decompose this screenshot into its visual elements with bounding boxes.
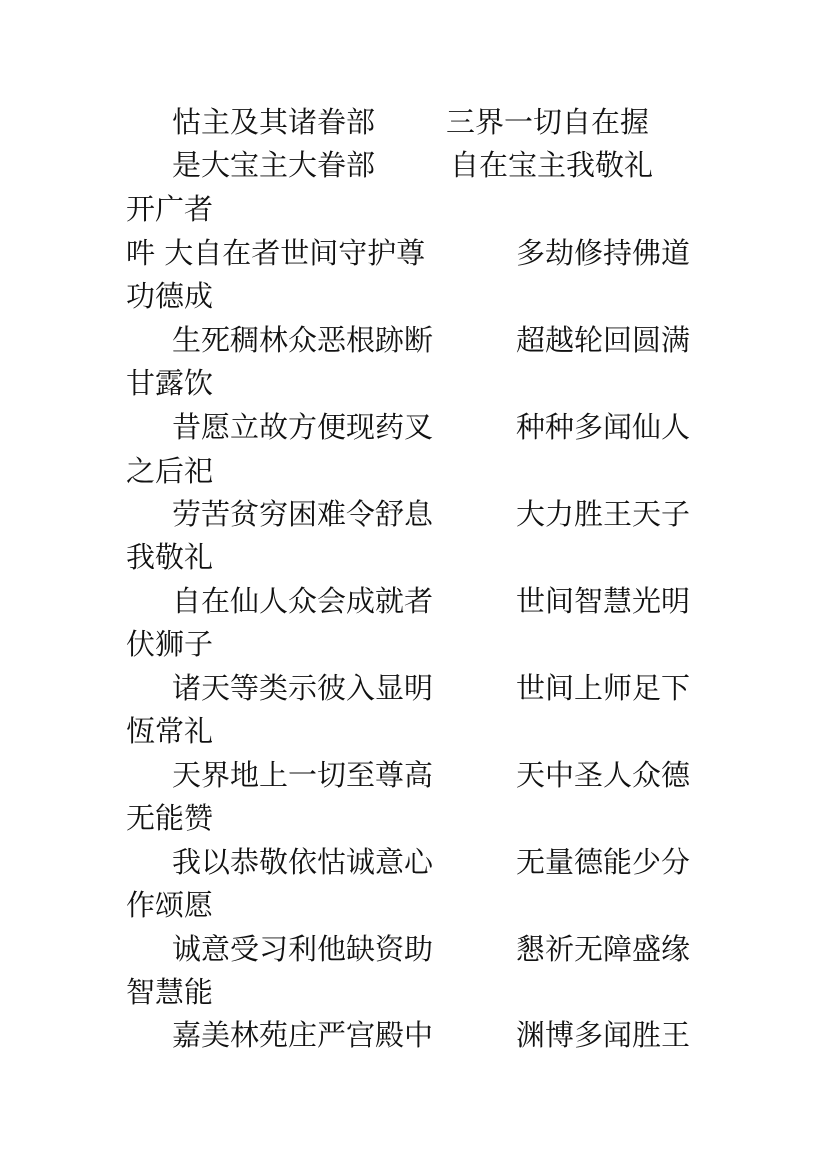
verse-line — [126, 668, 726, 708]
verse-continuation — [126, 972, 726, 1012]
verse-continuation — [126, 711, 726, 751]
verse-continuation — [126, 451, 726, 491]
verse-left: 生死稠林众恶根跡断 — [172, 323, 434, 357]
verse-continuation — [126, 189, 726, 229]
verse-right: 无量德能少分 — [516, 845, 691, 879]
verse-right: 渊博多闻胜王 — [516, 1018, 691, 1052]
verse-left: 自在仙人众会成就者 — [172, 584, 434, 618]
verse-left: 我敬礼 — [126, 540, 214, 574]
verse-line — [126, 581, 726, 621]
verse-left: 诚意受习利他缺资助 — [172, 932, 434, 966]
verse-right: 多劫修持佛道 — [516, 236, 691, 270]
verse-left: 天界地上一切至尊高 — [172, 758, 434, 792]
verse-left: 甘露饮 — [126, 366, 214, 400]
verse-line — [126, 320, 726, 360]
verse-left: 诸天等类示彼入显明 — [172, 671, 434, 705]
verse-left: 劳苦贫穷困难令舒息 — [172, 497, 434, 531]
verse-line — [126, 755, 726, 795]
verse-right: 大力胜王天子 — [516, 497, 691, 531]
verse-left: 伏狮子 — [126, 627, 214, 661]
verse-left: 功德成 — [126, 279, 214, 313]
verse-left: 我以恭敬依怙诚意心 — [172, 845, 434, 879]
verse-left: 智慧能 — [126, 975, 214, 1009]
verse-left: 之后祀 — [126, 454, 214, 488]
verse-line — [126, 494, 726, 534]
verse-continuation — [126, 276, 726, 316]
verse-continuation — [126, 885, 726, 925]
verse-line — [126, 145, 726, 185]
verse-continuation — [126, 624, 726, 664]
verse-continuation — [126, 363, 726, 403]
verse-right: 三界一切自在握 — [446, 105, 650, 139]
verse-right: 超越轮回圆满 — [516, 323, 691, 357]
verse-left: 作颂愿 — [126, 888, 214, 922]
verse-left: 吽 大自在者世间守护尊 — [126, 236, 426, 270]
verse-continuation — [126, 798, 726, 838]
verse-right: 世间智慧光明 — [516, 584, 691, 618]
verse-right: 懇祈无障盛缘 — [516, 932, 691, 966]
verse-left: 昔愿立故方便现药叉 — [172, 410, 434, 444]
verse-left: 恆常礼 — [126, 714, 214, 748]
verse-line — [126, 842, 726, 882]
verse-line — [126, 233, 726, 273]
verse-left: 是大宝主大眷部 — [172, 148, 376, 182]
verse-line — [126, 1015, 726, 1055]
verse-right: 世间上师足下 — [516, 671, 691, 705]
verse-line — [126, 929, 726, 969]
verse-continuation — [126, 537, 726, 577]
verse-right: 自在宝主我敬礼 — [450, 148, 654, 182]
verse-right: 天中圣人众德 — [516, 758, 691, 792]
verse-left: 怙主及其诸眷部 — [172, 105, 376, 139]
verse-right: 种种多闻仙人 — [516, 410, 691, 444]
verse-line — [126, 102, 726, 142]
verse-left: 无能赞 — [126, 801, 214, 835]
verse-left: 开广者 — [126, 192, 214, 226]
verse-line — [126, 407, 726, 447]
verse-left: 嘉美林苑庄严宫殿中 — [172, 1018, 434, 1052]
